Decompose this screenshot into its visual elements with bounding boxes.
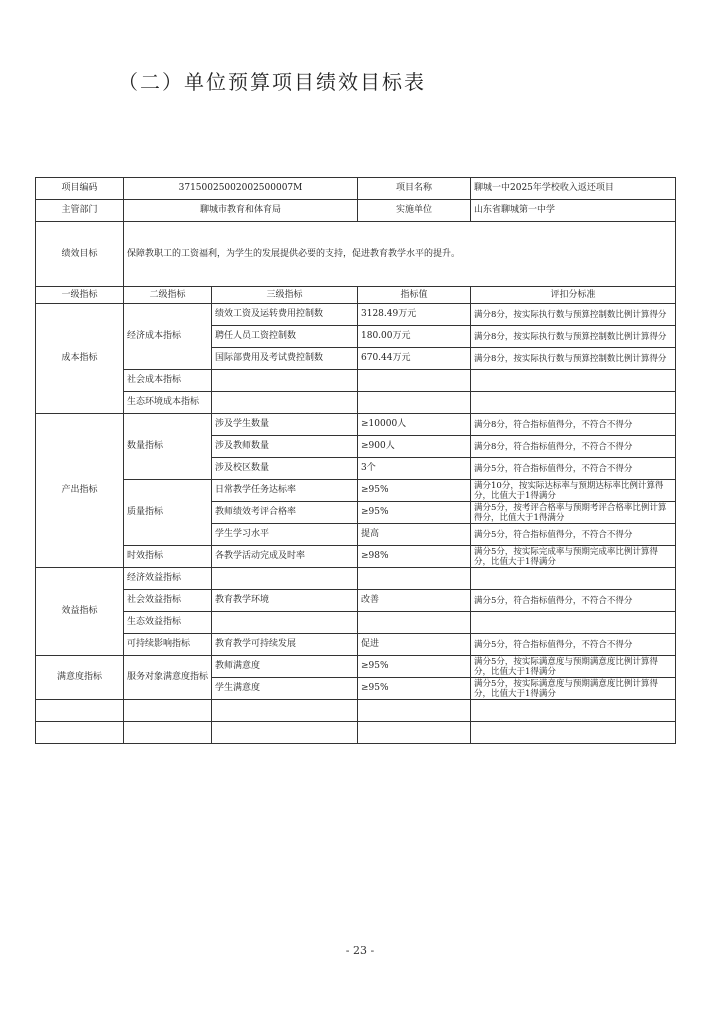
value-cell: ≥95% — [358, 656, 471, 678]
project-name-label: 项目名称 — [358, 178, 471, 200]
header-level2: 二级指标 — [124, 287, 212, 304]
level3-cell: 学生满意度 — [212, 678, 358, 700]
implementing-unit-value: 山东省聊城第一中学 — [471, 200, 676, 222]
header-row — [36, 287, 676, 304]
goal-row — [36, 222, 676, 287]
criteria-cell: 满分5分，按实际完成率与预期完成率比例计算得分，比值大于1得满分 — [471, 546, 676, 568]
criteria-cell: 满分8分，按实际执行数与预算控制数比例计算得分 — [471, 326, 676, 348]
value-cell: ≥95% — [358, 502, 471, 524]
empty-cell — [212, 722, 358, 744]
department-value: 聊城市教育和体育局 — [124, 200, 358, 222]
empty-cell — [358, 722, 471, 744]
empty-cell — [36, 700, 124, 722]
empty-cell — [212, 700, 358, 722]
department-label: 主管部门 — [36, 200, 124, 222]
table-row — [36, 656, 676, 678]
criteria-cell: 满分5分，符合指标值得分，不符合不得分 — [471, 590, 676, 612]
implementing-unit-label: 实施单位 — [358, 200, 471, 222]
satisfaction-indicator-cell: 满意度指标 — [36, 656, 124, 700]
table-row — [36, 612, 676, 634]
empty-cell — [212, 392, 358, 414]
value-cell: ≥95% — [358, 480, 471, 502]
header-level3: 三级指标 — [212, 287, 358, 304]
value-cell: 3128.49万元 — [358, 304, 471, 326]
empty-cell — [471, 722, 676, 744]
social-cost-cell: 社会成本指标 — [124, 370, 212, 392]
value-cell: 670.44万元 — [358, 348, 471, 370]
table-row — [36, 414, 676, 436]
empty-cell — [212, 568, 358, 590]
empty-cell — [212, 370, 358, 392]
empty-cell — [36, 722, 124, 744]
header-criteria: 评扣分标准 — [471, 287, 676, 304]
eco-cost-cell: 生态环境成本指标 — [124, 392, 212, 414]
page-title: （二）单位预算项目绩效目标表 — [118, 70, 426, 94]
criteria-cell: 满分5分，按实际满意度与预期满意度比例计算得分，比值大于1得满分 — [471, 678, 676, 700]
empty-cell — [471, 370, 676, 392]
criteria-cell: 满分8分，符合指标值得分，不符合不得分 — [471, 436, 676, 458]
table-row — [36, 392, 676, 414]
empty-cell — [124, 722, 212, 744]
value-cell: 改善 — [358, 590, 471, 612]
value-cell: 3个 — [358, 458, 471, 480]
benefit-indicator-cell: 效益指标 — [36, 568, 124, 656]
value-cell: 促进 — [358, 634, 471, 656]
empty-cell — [358, 370, 471, 392]
empty-cell — [358, 612, 471, 634]
value-cell: ≥95% — [358, 678, 471, 700]
value-cell: ≥10000人 — [358, 414, 471, 436]
service-satisfaction-cell: 服务对象满意度指标 — [124, 656, 212, 700]
blank-row — [36, 700, 676, 722]
criteria-cell: 满分5分，符合指标值得分，不符合不得分 — [471, 458, 676, 480]
level3-cell: 教师满意度 — [212, 656, 358, 678]
level3-cell: 涉及校区数量 — [212, 458, 358, 480]
empty-cell — [471, 700, 676, 722]
empty-cell — [471, 568, 676, 590]
table-row — [36, 480, 676, 502]
eco-benefit-cell: 生态效益指标 — [124, 612, 212, 634]
project-code-row — [36, 178, 676, 200]
sustainable-cell: 可持续影响指标 — [124, 634, 212, 656]
criteria-cell: 满分8分，符合指标值得分，不符合不得分 — [471, 414, 676, 436]
empty-cell — [358, 700, 471, 722]
table-row — [36, 590, 676, 612]
level3-cell: 涉及学生数量 — [212, 414, 358, 436]
level3-cell: 各教学活动完成及时率 — [212, 546, 358, 568]
output-indicator-cell: 产出指标 — [36, 414, 124, 568]
goal-label: 绩效目标 — [36, 222, 124, 287]
level3-cell: 国际部费用及考试费控制数 — [212, 348, 358, 370]
table-row — [36, 546, 676, 568]
criteria-cell: 满分5分，符合指标值得分，不符合不得分 — [471, 634, 676, 656]
empty-cell — [358, 392, 471, 414]
empty-cell — [471, 612, 676, 634]
goal-value: 保障教职工的工资福利，为学生的发展提供必要的支持，促进教育教学水平的提升。 — [124, 222, 676, 287]
header-level1: 一级指标 — [36, 287, 124, 304]
quality-cell: 质量指标 — [124, 480, 212, 546]
empty-cell — [358, 568, 471, 590]
empty-cell — [212, 612, 358, 634]
table-row — [36, 568, 676, 590]
quantity-cell: 数量指标 — [124, 414, 212, 480]
header-value: 指标值 — [358, 287, 471, 304]
criteria-cell: 满分5分，按考评合格率与预期考评合格率比例计算得分，比值大于1得满分 — [471, 502, 676, 524]
page-number: - 23 - — [345, 944, 375, 957]
level3-cell: 教育教学环境 — [212, 590, 358, 612]
project-name-value: 聊城一中2025年学校收入返还项目 — [471, 178, 676, 200]
level3-cell: 教育教学可持续发展 — [212, 634, 358, 656]
criteria-cell: 满分10分，按实际达标率与预期达标率比例计算得分，比值大于1得满分 — [471, 480, 676, 502]
empty-cell — [124, 700, 212, 722]
table-row — [36, 304, 676, 326]
level3-cell: 绩效工资及运转费用控制数 — [212, 304, 358, 326]
level3-cell: 涉及教师数量 — [212, 436, 358, 458]
criteria-cell: 满分8分，按实际执行数与预算控制数比例计算得分 — [471, 304, 676, 326]
value-cell: ≥98% — [358, 546, 471, 568]
empty-cell — [471, 392, 676, 414]
blank-row — [36, 722, 676, 744]
department-row — [36, 200, 676, 222]
economic-benefit-cell: 经济效益指标 — [124, 568, 212, 590]
table-row — [36, 634, 676, 656]
level3-cell: 学生学习水平 — [212, 524, 358, 546]
level3-cell: 日常教学任务达标率 — [212, 480, 358, 502]
criteria-cell: 满分5分，按实际满意度与预期满意度比例计算得分，比值大于1得满分 — [471, 656, 676, 678]
cost-indicator-cell: 成本指标 — [36, 304, 124, 414]
project-code-value: 37150025002002500007M — [124, 178, 358, 200]
project-code-label: 项目编码 — [36, 178, 124, 200]
value-cell: 180.00万元 — [358, 326, 471, 348]
timeliness-cell: 时效指标 — [124, 546, 212, 568]
value-cell: 提高 — [358, 524, 471, 546]
economic-cost-cell: 经济成本指标 — [124, 304, 212, 370]
value-cell: ≥900人 — [358, 436, 471, 458]
level3-cell: 聘任人员工资控制数 — [212, 326, 358, 348]
criteria-cell: 满分8分，按实际执行数与预算控制数比例计算得分 — [471, 348, 676, 370]
performance-target-table — [35, 177, 676, 744]
table-row — [36, 370, 676, 392]
criteria-cell: 满分5分，符合指标值得分，不符合不得分 — [471, 524, 676, 546]
level3-cell: 教师绩效考评合格率 — [212, 502, 358, 524]
social-benefit-cell: 社会效益指标 — [124, 590, 212, 612]
